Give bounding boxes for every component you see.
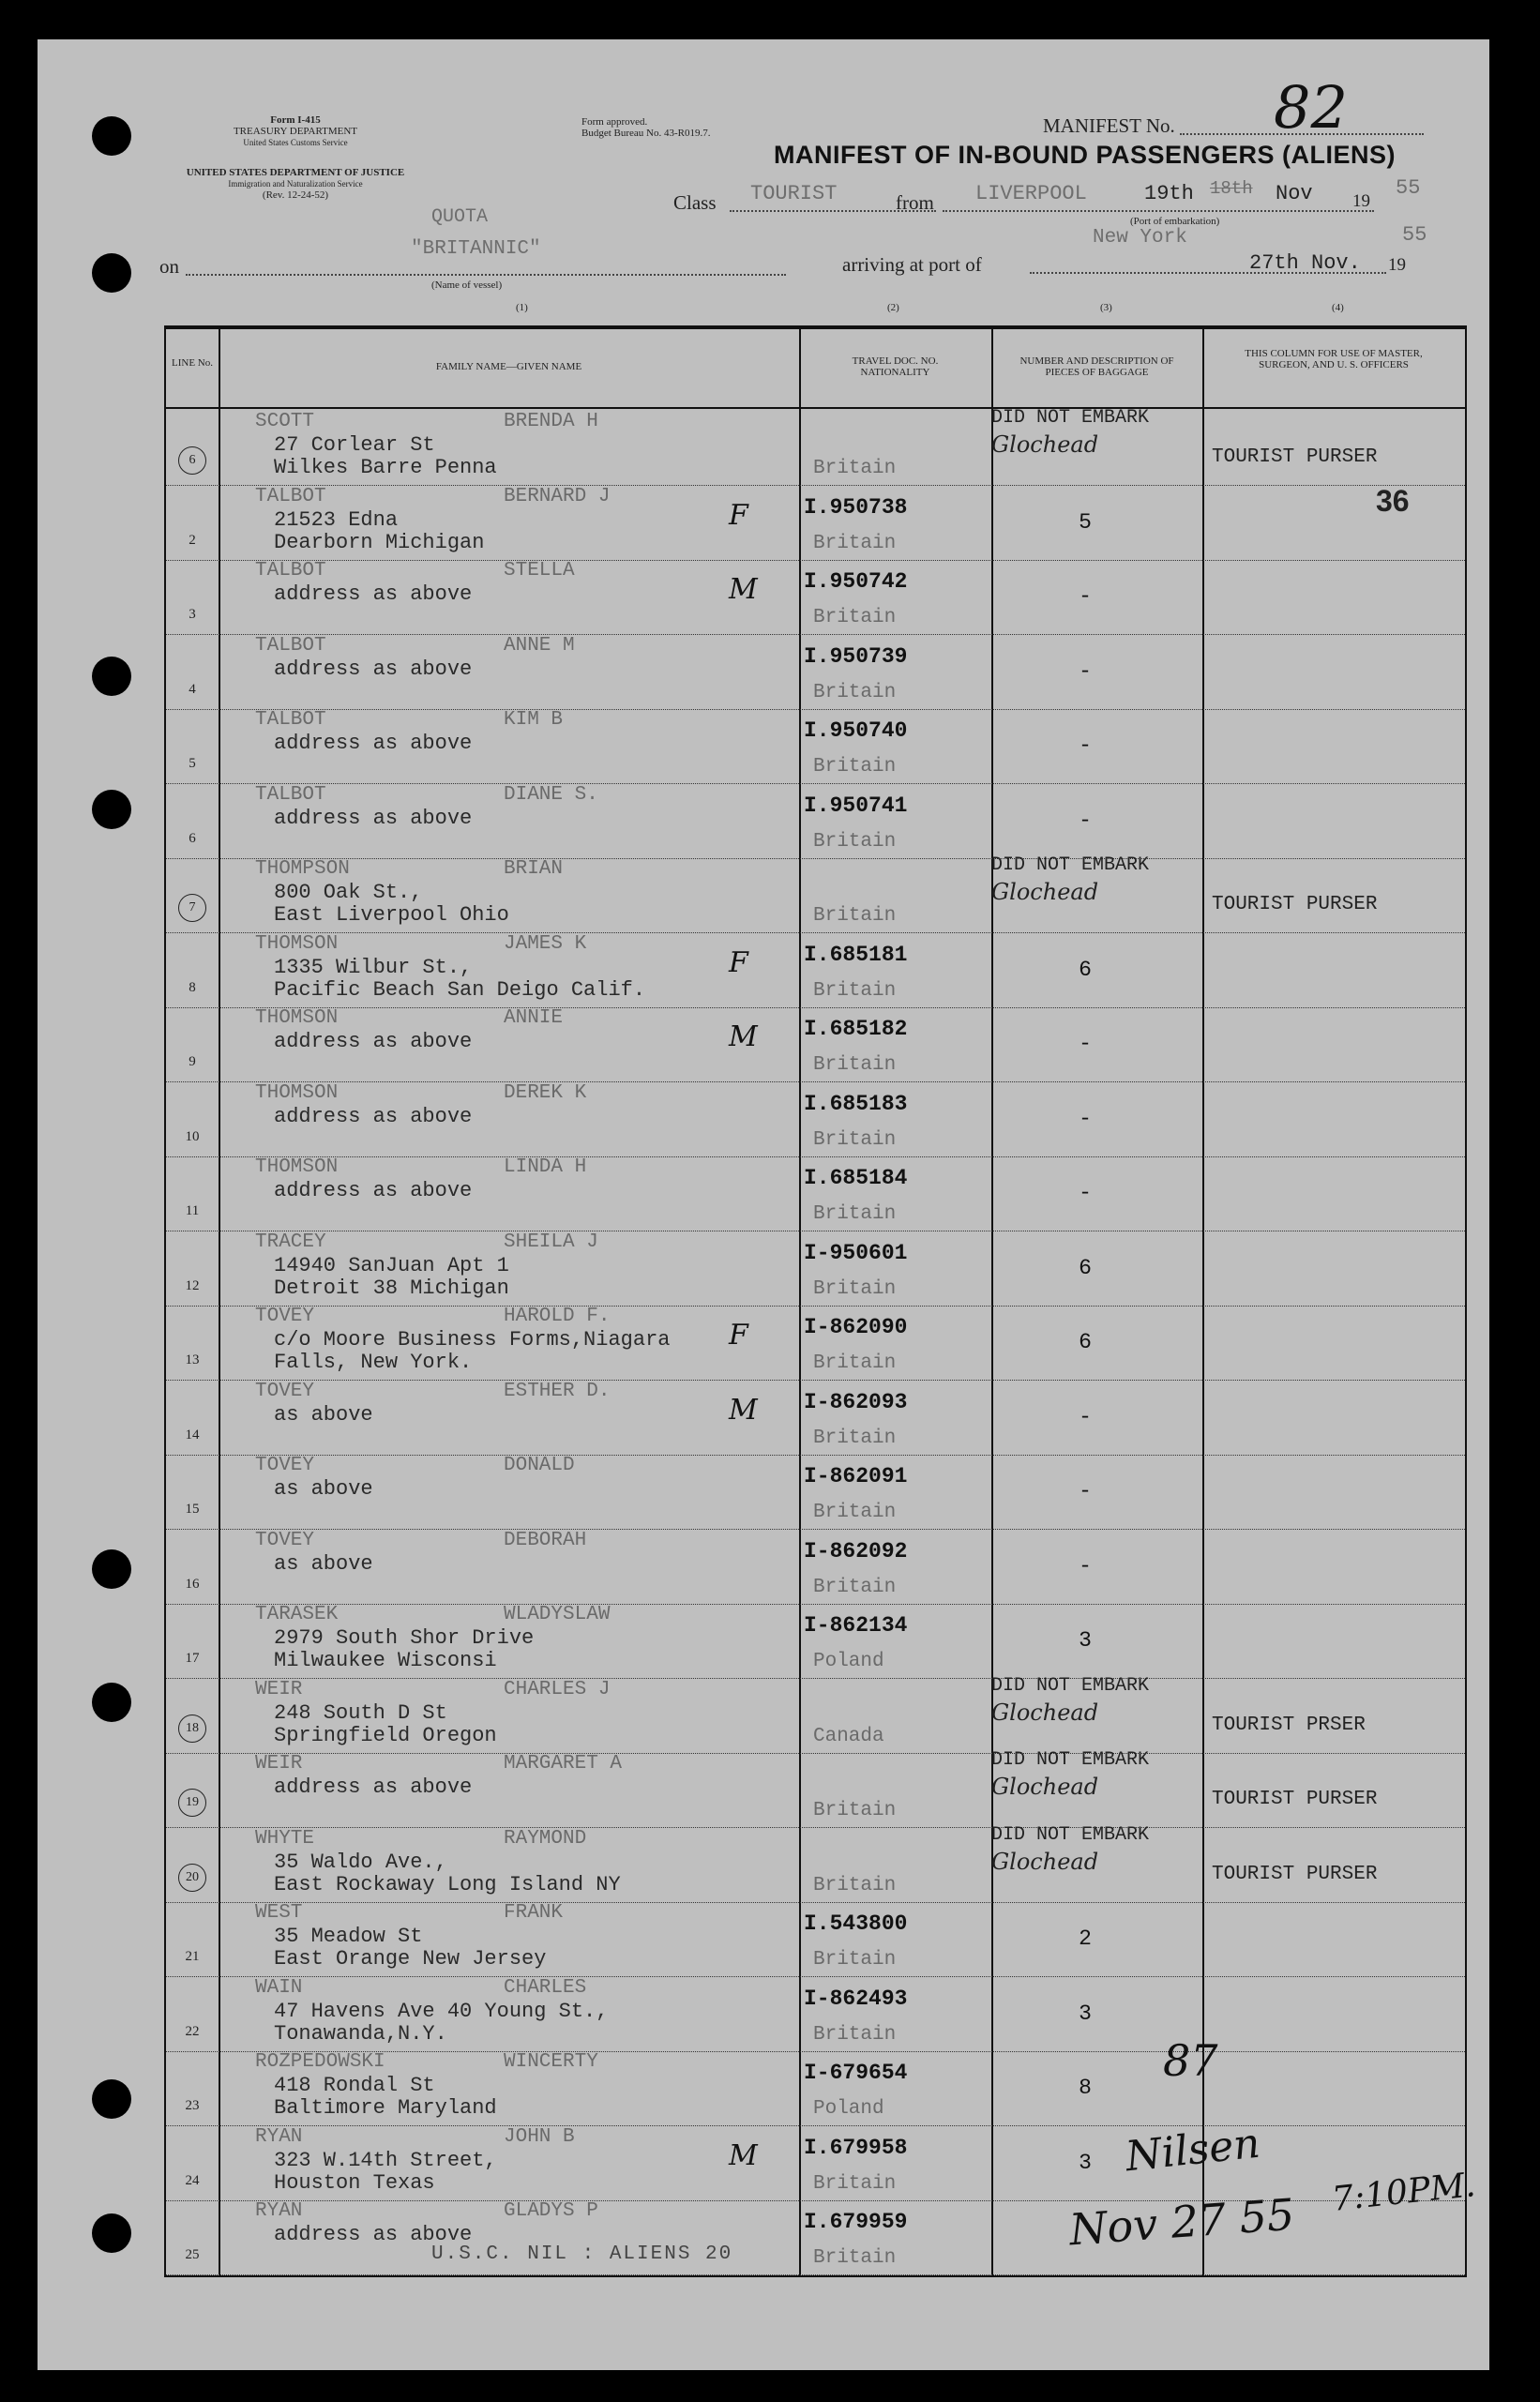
address-line-1: address as above bbox=[274, 1030, 473, 1053]
purser-initials: Glochead bbox=[991, 1848, 1099, 1875]
line-number: 22 bbox=[185, 2023, 200, 2039]
address-line-1: 21523 Edna bbox=[274, 507, 399, 532]
travel-doc-number: I-862092 bbox=[804, 1538, 908, 1564]
officer-note: TOURIST PURSER bbox=[1212, 1789, 1378, 1810]
address-line-1: 323 W.14th Street, bbox=[274, 2148, 497, 2172]
address-line-1: 418 Rondal St bbox=[274, 2074, 435, 2097]
given-name: HAROLD F. bbox=[504, 1306, 611, 1327]
nationality: Britain bbox=[813, 2247, 897, 2269]
did-not-embark-stamp: DID NOT EMBARK bbox=[991, 854, 1150, 876]
officer-note: TOURIST PURSER bbox=[1212, 446, 1378, 468]
baggage-count: - bbox=[1079, 1553, 1092, 1579]
nationality: Britain bbox=[813, 458, 897, 479]
given-name: JAMES K bbox=[504, 932, 587, 955]
family-name: ROZPEDOWSKI bbox=[255, 2051, 385, 2073]
travel-doc-number: I.950739 bbox=[804, 643, 908, 669]
travel-doc-number: I.685183 bbox=[804, 1091, 908, 1116]
form-info bbox=[178, 114, 413, 148]
nationality: Britain bbox=[813, 1352, 897, 1374]
nationality: Britain bbox=[813, 905, 897, 927]
col-num-3: (3) bbox=[1100, 302, 1112, 313]
given-name: DEBORAH bbox=[504, 1529, 587, 1551]
family-name: WHYTE bbox=[255, 1827, 315, 1850]
address-line-1: 248 South D St bbox=[274, 1700, 447, 1725]
address-line-1: 14940 SanJuan Apt 1 bbox=[274, 1253, 509, 1277]
baggage-count: 3 bbox=[1079, 2001, 1092, 2026]
address-line-2: Tonawanda,N.Y. bbox=[274, 2021, 447, 2046]
on-label: on bbox=[159, 255, 179, 278]
address-line-1: address as above bbox=[274, 1775, 473, 1799]
line-number: 6 bbox=[178, 446, 206, 475]
table-row bbox=[166, 784, 1465, 859]
table-row bbox=[166, 2051, 1465, 2126]
given-name: WLADYSLAW bbox=[504, 1604, 611, 1625]
family-name: RYAN bbox=[255, 2200, 303, 2222]
travel-doc-number: I-862134 bbox=[804, 1613, 908, 1638]
nationality: Britain bbox=[813, 756, 897, 778]
table-row bbox=[166, 407, 1465, 486]
nationality: Britain bbox=[813, 1949, 897, 1971]
given-name: JOHN B bbox=[504, 2125, 575, 2148]
address-line-1: 1335 Wilbur St., bbox=[274, 955, 473, 979]
officer-note: 36 bbox=[1376, 483, 1410, 518]
nationality: Britain bbox=[813, 607, 897, 628]
address-line-2: East Liverpool Ohio bbox=[274, 903, 509, 927]
line-number: 15 bbox=[185, 1502, 200, 1517]
travel-doc-number: I.950742 bbox=[804, 569, 908, 594]
sex-mark: M bbox=[729, 1020, 758, 1053]
baggage-count: - bbox=[1079, 1032, 1092, 1056]
travel-doc-number: I-862093 bbox=[804, 1389, 908, 1414]
col-baggage-header: NUMBER AND DESCRIPTION OF PIECES OF BAGGAGE bbox=[991, 329, 1202, 409]
baggage-count: - bbox=[1079, 1106, 1092, 1131]
col-num-4: (4) bbox=[1332, 302, 1344, 313]
passenger-table bbox=[164, 325, 1467, 2277]
travel-doc-number: I-862493 bbox=[804, 1986, 908, 2011]
nationality: Britain bbox=[813, 1502, 897, 1523]
table-row bbox=[166, 1977, 1465, 2052]
family-name: TOVEY bbox=[255, 1306, 315, 1327]
address-line-1: 2979 South Shor Drive bbox=[274, 1626, 535, 1650]
travel-doc-number: I-950601 bbox=[804, 1240, 908, 1265]
budget-bureau: Budget Bureau No. 43-R019.7. bbox=[581, 128, 711, 139]
month-from: Nov bbox=[1276, 182, 1313, 205]
col-name-header: FAMILY NAME—GIVEN NAME bbox=[219, 329, 799, 409]
address-line-1: address as above bbox=[274, 582, 473, 606]
family-name: TALBOT bbox=[255, 783, 326, 806]
binder-hole bbox=[92, 2213, 131, 2253]
col-travel-header: TRAVEL DOC. NO. NATIONALITY bbox=[799, 329, 991, 409]
line-number: 3 bbox=[189, 607, 196, 622]
nationality: Britain bbox=[813, 1576, 897, 1598]
address-line-2: Falls, New York. bbox=[274, 1351, 473, 1374]
travel-doc-number: I.679959 bbox=[804, 2210, 908, 2234]
table-row bbox=[166, 933, 1465, 1008]
address-line-2: Springfield Oregon bbox=[274, 1723, 497, 1747]
quota-label: QUOTA bbox=[431, 206, 489, 228]
given-name: DIANE S. bbox=[504, 783, 598, 806]
sex-mark: M bbox=[729, 573, 758, 606]
address-line-1: address as above bbox=[274, 806, 473, 830]
nationality: Britain bbox=[813, 1874, 897, 1896]
table-rows bbox=[166, 407, 1465, 2275]
given-name: BERNARD J bbox=[504, 485, 611, 507]
form-number: Form I-415 bbox=[270, 114, 321, 126]
class-label: Class bbox=[673, 191, 717, 214]
purser-initials: Glochead bbox=[991, 1699, 1099, 1726]
given-name: MARGARET A bbox=[504, 1753, 623, 1775]
line-number: 4 bbox=[189, 681, 196, 697]
given-name: RAYMOND bbox=[504, 1827, 587, 1850]
col-num-1: (1) bbox=[516, 302, 528, 313]
revision: (Rev. 12-24-52) bbox=[262, 189, 329, 201]
line-number: 6 bbox=[189, 830, 196, 846]
table-row bbox=[166, 1674, 1465, 1754]
line-number: 7 bbox=[178, 894, 206, 922]
table-row bbox=[166, 1604, 1465, 1679]
table-row bbox=[166, 709, 1465, 784]
table-row bbox=[166, 635, 1465, 710]
officer-note: TOURIST PRSER bbox=[1212, 1714, 1366, 1736]
address-line-2: Wilkes Barre Penna bbox=[274, 456, 497, 479]
family-name: TALBOT bbox=[255, 560, 326, 582]
address-line-2: East Orange New Jersey bbox=[274, 1947, 547, 1971]
manifest-page bbox=[38, 39, 1489, 2370]
approval-info bbox=[581, 116, 710, 139]
sex-mark: M bbox=[729, 2138, 758, 2172]
table-row bbox=[166, 1749, 1465, 1828]
family-name: TALBOT bbox=[255, 634, 326, 657]
manifest-no-label: MANIFEST No. bbox=[1043, 114, 1175, 137]
given-name: SHEILA J bbox=[504, 1231, 598, 1253]
family-name: SCOTT bbox=[255, 411, 315, 432]
address-line-1: as above bbox=[274, 1402, 373, 1427]
address-line-2: Pacific Beach San Deigo Calif. bbox=[274, 977, 646, 1002]
line-number: 23 bbox=[185, 2098, 200, 2113]
nationality: Britain bbox=[813, 1054, 897, 1076]
from-value: LIVERPOOL bbox=[975, 182, 1087, 205]
did-not-embark-stamp: DID NOT EMBARK bbox=[991, 407, 1150, 429]
line-number: 2 bbox=[189, 532, 196, 548]
address-line-1: address as above bbox=[274, 657, 473, 681]
baggage-count: - bbox=[1079, 584, 1092, 609]
line-number: 13 bbox=[185, 1352, 200, 1367]
travel-doc-number: I.543800 bbox=[804, 1911, 908, 1936]
nationality: Britain bbox=[813, 2023, 897, 2046]
date-from-struck: 18th bbox=[1210, 178, 1253, 199]
address-line-1: as above bbox=[274, 1551, 373, 1576]
table-row bbox=[166, 560, 1465, 635]
family-name: THOMPSON bbox=[255, 858, 350, 880]
table-row bbox=[166, 854, 1465, 933]
customs-service: United States Customs Service bbox=[243, 138, 348, 147]
given-name: ESTHER D. bbox=[504, 1380, 611, 1402]
vessel-caption: (Name of vessel) bbox=[431, 279, 503, 291]
family-name: TALBOT bbox=[255, 485, 326, 507]
nationality: Poland bbox=[813, 2098, 884, 2120]
address-line-2: Houston Texas bbox=[274, 2170, 435, 2195]
binder-hole bbox=[92, 790, 131, 829]
usc-total: U.S.C. NIL : ALIENS 20 bbox=[431, 2243, 733, 2265]
arrive-date: 27th Nov. bbox=[1249, 251, 1361, 275]
given-name: CHARLES J bbox=[504, 1678, 611, 1700]
table-row bbox=[166, 1381, 1465, 1456]
family-name: WEST bbox=[255, 1902, 303, 1924]
line-number: 19 bbox=[178, 1789, 206, 1817]
officer-note: TOURIST PURSER bbox=[1212, 894, 1378, 915]
travel-doc-number: I.685181 bbox=[804, 942, 908, 967]
binder-hole bbox=[92, 253, 131, 293]
baggage-count: 6 bbox=[1079, 1255, 1092, 1280]
nationality: Britain bbox=[813, 1800, 897, 1821]
officer-note: TOURIST PURSER bbox=[1212, 1863, 1378, 1885]
binder-hole bbox=[92, 2079, 131, 2119]
baggage-count: - bbox=[1079, 733, 1092, 758]
nationality: Britain bbox=[813, 1203, 897, 1225]
year-from: 55 bbox=[1396, 176, 1421, 200]
justice-info bbox=[155, 167, 436, 201]
binder-hole bbox=[92, 657, 131, 696]
travel-doc-number: I.685184 bbox=[804, 1166, 908, 1190]
given-name: GLADYS P bbox=[504, 2200, 598, 2222]
table-row bbox=[166, 483, 1465, 561]
sex-mark: F bbox=[729, 1319, 748, 1352]
address-line-2: East Rockaway Long Island NY bbox=[274, 1872, 621, 1896]
given-name: ANNE M bbox=[504, 634, 575, 657]
given-name: DEREK K bbox=[504, 1081, 587, 1104]
line-number: 8 bbox=[189, 979, 196, 995]
given-name: LINDA H bbox=[504, 1156, 587, 1178]
baggage-count: - bbox=[1079, 1404, 1092, 1429]
travel-doc-number: I.950738 bbox=[804, 494, 908, 520]
given-name: BRIAN bbox=[504, 858, 564, 880]
address-line-2: Dearborn Michigan bbox=[274, 530, 485, 554]
family-name: THOMSON bbox=[255, 1007, 339, 1029]
given-name: KIM B bbox=[504, 709, 564, 731]
port-caption: (Port of embarkation) bbox=[1130, 216, 1220, 227]
family-name: WEIR bbox=[255, 1753, 303, 1775]
sex-mark: F bbox=[729, 498, 748, 532]
nationality: Canada bbox=[813, 1725, 884, 1747]
given-name: BRENDA H bbox=[504, 411, 598, 432]
year-prefix: 19 bbox=[1352, 191, 1370, 211]
officer-signature: Nilsen bbox=[1123, 2119, 1262, 2182]
address-line-2: Detroit 38 Michigan bbox=[274, 1276, 509, 1300]
baggage-count: - bbox=[1079, 1479, 1092, 1503]
line-number: 20 bbox=[178, 1864, 206, 1892]
year-prefix-arrive: 19 bbox=[1388, 255, 1406, 275]
sex-mark: F bbox=[729, 945, 748, 979]
treasury-dept: TREASURY DEPARTMENT bbox=[233, 126, 358, 137]
nationality: Britain bbox=[813, 681, 897, 703]
baggage-count: - bbox=[1079, 1181, 1092, 1205]
line-number: 18 bbox=[178, 1715, 206, 1743]
given-name: ANNIE bbox=[504, 1007, 564, 1029]
address-line-1: 47 Havens Ave 40 Young St., bbox=[274, 1999, 609, 2023]
family-name: THOMSON bbox=[255, 1081, 339, 1104]
purser-initials: Glochead bbox=[991, 1774, 1099, 1800]
baggage-count: 3 bbox=[1079, 1628, 1092, 1653]
given-name: WINCERTY bbox=[504, 2051, 598, 2073]
baggage-count: 5 bbox=[1079, 509, 1092, 535]
family-name: THOMSON bbox=[255, 1156, 339, 1178]
travel-doc-number: I.950740 bbox=[804, 718, 908, 743]
col-num-2: (2) bbox=[887, 302, 899, 313]
address-line-1: 27 Corlear St bbox=[274, 433, 435, 457]
given-name: FRANK bbox=[504, 1902, 564, 1924]
arriving-label: arriving at port of bbox=[842, 253, 982, 276]
col-officers-header: THIS COLUMN FOR USE OF MASTER, SURGEON, AND U. S. OFFICERS bbox=[1202, 329, 1465, 409]
line-number: 11 bbox=[185, 1203, 200, 1218]
table-row bbox=[166, 1082, 1465, 1157]
travel-doc-number: I.950741 bbox=[804, 793, 908, 818]
sex-mark: M bbox=[729, 1393, 758, 1427]
purser-initials: Glochead bbox=[991, 431, 1099, 458]
line-number: 9 bbox=[189, 1054, 196, 1069]
family-name: TRACEY bbox=[255, 1231, 326, 1253]
baggage-count: 2 bbox=[1079, 1926, 1092, 1951]
address-line-1: 35 Waldo Ave., bbox=[274, 1850, 447, 1874]
address-line-1: c/o Moore Business Forms,Niagara bbox=[274, 1328, 671, 1352]
address-line-1: 800 Oak St., bbox=[274, 881, 423, 904]
table-row bbox=[166, 1823, 1465, 1903]
class-value: TOURIST bbox=[750, 182, 838, 205]
address-line-2: Baltimore Maryland bbox=[274, 2096, 497, 2120]
family-name: WEIR bbox=[255, 1678, 303, 1700]
nationality: Poland bbox=[813, 1651, 884, 1672]
baggage-count: - bbox=[1079, 808, 1092, 833]
line-number: 5 bbox=[189, 756, 196, 771]
address-line-1: address as above bbox=[274, 1179, 473, 1202]
nationality: Britain bbox=[813, 2172, 897, 2195]
given-name: STELLA bbox=[504, 560, 575, 582]
from-label: from bbox=[896, 191, 934, 214]
travel-doc-number: I.685182 bbox=[804, 1017, 908, 1041]
baggage-count: 3 bbox=[1079, 2150, 1092, 2175]
line-number: 24 bbox=[185, 2172, 200, 2188]
given-name: CHARLES bbox=[504, 1976, 587, 1999]
baggage-count: - bbox=[1079, 658, 1092, 684]
ins-service: Immigration and Naturalization Service bbox=[228, 179, 363, 189]
address-line-1: address as above bbox=[274, 1104, 473, 1128]
form-approved: Form approved. bbox=[581, 116, 648, 128]
nationality: Britain bbox=[813, 1427, 897, 1449]
year-arrive: 55 bbox=[1402, 223, 1427, 247]
signature-time: 7:10PM. bbox=[1330, 2166, 1478, 2219]
table-row bbox=[166, 1156, 1465, 1231]
baggage-count: 6 bbox=[1079, 957, 1092, 982]
address-line-1: 35 Meadow St bbox=[274, 1925, 423, 1948]
line-number: 10 bbox=[185, 1128, 200, 1144]
family-name: THOMSON bbox=[255, 932, 339, 955]
justice-dept: UNITED STATES DEPARTMENT OF JUSTICE bbox=[186, 167, 405, 178]
nationality: Britain bbox=[813, 979, 897, 1002]
line-number: 14 bbox=[185, 1427, 200, 1443]
col-line-header: LINE No. bbox=[166, 329, 219, 409]
travel-doc-number: I.679958 bbox=[804, 2135, 908, 2160]
travel-doc-number: I-862090 bbox=[804, 1315, 908, 1339]
table-row bbox=[166, 1902, 1465, 1977]
date-from: 19th bbox=[1144, 182, 1194, 205]
given-name: DONALD bbox=[504, 1455, 575, 1476]
signature-date: Nov 27 55 bbox=[1067, 2188, 1296, 2256]
family-name: RYAN bbox=[255, 2125, 303, 2148]
table-row bbox=[166, 1530, 1465, 1605]
baggage-count: 6 bbox=[1079, 1330, 1092, 1354]
nationality: Britain bbox=[813, 830, 897, 853]
table-row bbox=[166, 1306, 1465, 1381]
binder-hole bbox=[92, 1549, 131, 1589]
count-mark: 87 bbox=[1163, 2035, 1218, 2086]
line-number: 17 bbox=[185, 1651, 200, 1666]
binder-hole bbox=[92, 116, 131, 156]
address-line-2: Milwaukee Wisconsi bbox=[274, 1649, 497, 1672]
nationality: Britain bbox=[813, 1128, 897, 1151]
port-value: New York bbox=[1093, 227, 1187, 249]
family-name: TOVEY bbox=[255, 1529, 315, 1551]
table-row bbox=[166, 1007, 1465, 1082]
manifest-number: 82 bbox=[1274, 73, 1348, 142]
baggage-count: 8 bbox=[1079, 2076, 1092, 2100]
travel-doc-number: I-679654 bbox=[804, 2061, 908, 2085]
address-line-1: address as above bbox=[274, 2223, 473, 2246]
family-name: TALBOT bbox=[255, 709, 326, 731]
address-line-1: as above bbox=[274, 1477, 373, 1501]
family-name: TOVEY bbox=[255, 1380, 315, 1402]
page-title: MANIFEST OF IN-BOUND PASSENGERS (ALIENS) bbox=[774, 141, 1397, 169]
line-number: 16 bbox=[185, 1576, 200, 1592]
vessel-name: "BRITANNIC" bbox=[411, 238, 541, 260]
travel-doc-number: I-862091 bbox=[804, 1464, 908, 1488]
binder-hole bbox=[92, 1683, 131, 1722]
family-name: TARASEK bbox=[255, 1604, 339, 1625]
line-number: 25 bbox=[185, 2247, 200, 2262]
address-line-1: address as above bbox=[274, 732, 473, 755]
table-row bbox=[166, 1231, 1465, 1307]
did-not-embark-stamp: DID NOT EMBARK bbox=[991, 1674, 1150, 1697]
family-name: WAIN bbox=[255, 1976, 303, 1999]
did-not-embark-stamp: DID NOT EMBARK bbox=[991, 1823, 1150, 1846]
line-number: 21 bbox=[185, 1949, 200, 1964]
nationality: Britain bbox=[813, 1277, 897, 1300]
did-not-embark-stamp: DID NOT EMBARK bbox=[991, 1749, 1150, 1771]
line-number: 12 bbox=[185, 1277, 200, 1293]
table-row bbox=[166, 1455, 1465, 1530]
family-name: TOVEY bbox=[255, 1455, 315, 1476]
purser-initials: Glochead bbox=[991, 879, 1099, 905]
nationality: Britain bbox=[813, 532, 897, 554]
